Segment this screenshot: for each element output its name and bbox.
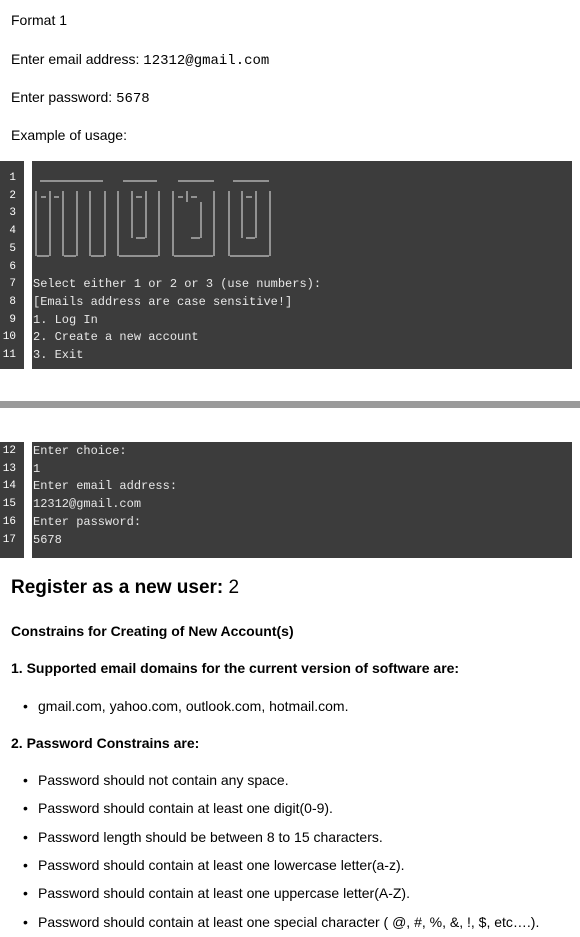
password-rule-text: Password length should be between 8 to 15 characters. xyxy=(38,829,383,845)
line-number: 5 xyxy=(9,242,16,255)
register-heading xyxy=(11,577,239,599)
code-line xyxy=(0,222,580,240)
line-number: 13 xyxy=(2,462,16,475)
password-rule-text: Password should not contain any space. xyxy=(38,772,289,788)
code-line xyxy=(0,513,580,531)
code-line xyxy=(0,460,580,478)
line-number: 10 xyxy=(2,331,16,344)
code-text: 2. Create a new account xyxy=(33,330,199,345)
code-line xyxy=(0,531,580,549)
code-line xyxy=(0,311,580,329)
code-line xyxy=(0,346,580,364)
code-text: Enter email address: xyxy=(33,479,178,494)
password-rule-text: Password should contain at least one digit(0-9). xyxy=(38,800,333,816)
constraints-heading: Constrains for Creating of New Account(s) xyxy=(11,623,294,639)
code-line xyxy=(0,204,580,222)
line-number: 7 xyxy=(9,278,16,291)
code-block-menu xyxy=(0,161,580,369)
code-text: 12312@gmail.com xyxy=(33,497,142,512)
line-number: 14 xyxy=(2,480,16,493)
code-text: Select either 1 or 2 or 3 (use numbers): xyxy=(33,277,322,292)
password-heading: 2. Password Constrains are: xyxy=(11,735,200,751)
line-number: 8 xyxy=(9,295,16,308)
line-number: 3 xyxy=(9,207,16,220)
line-number: 6 xyxy=(9,260,16,273)
code-text: 3. Exit xyxy=(33,348,84,362)
code-line xyxy=(0,169,580,187)
line-number: 15 xyxy=(2,498,16,511)
code-text: 1 xyxy=(33,461,41,476)
password-line xyxy=(11,89,150,107)
password-label: Enter password: xyxy=(11,89,117,105)
example-label: Example of usage: xyxy=(11,127,127,143)
email-line xyxy=(11,51,269,69)
password-rule-text: Password should contain at least one special character ( @, #, %, &, !, $, etc….). xyxy=(38,914,540,930)
line-number: 11 xyxy=(2,349,16,361)
line-number: 17 xyxy=(2,533,16,546)
line-number: 2 xyxy=(9,189,16,202)
code-line xyxy=(0,293,580,311)
register-title: Register as a new user: xyxy=(11,577,229,598)
code-line xyxy=(0,495,580,513)
code-block-session xyxy=(0,442,580,558)
code-text: [Emails address are case sensitive!] xyxy=(33,294,293,309)
line-number: 12 xyxy=(2,445,16,457)
line-number: 4 xyxy=(9,225,16,238)
code-line xyxy=(0,240,580,258)
register-number: 2 xyxy=(228,577,240,598)
email-value: 12312@gmail.com xyxy=(143,53,270,69)
domains-text: gmail.com, yahoo.com, outlook.com, hotmail.com. xyxy=(38,698,349,714)
email-label: Enter email address: xyxy=(11,51,144,67)
password-value: 5678 xyxy=(116,91,150,107)
line-number: 1 xyxy=(9,172,16,184)
line-number: 9 xyxy=(9,313,16,326)
code-line xyxy=(0,187,580,205)
code-text: 5678 xyxy=(33,532,62,547)
code-text: Enter password: xyxy=(33,514,142,529)
password-rule-text: Password should contain at least one uppercase letter(A-Z). xyxy=(38,885,410,901)
code-line xyxy=(0,275,580,293)
domains-heading: 1. Supported email domains for the current version of software are: xyxy=(11,660,460,676)
line-number: 16 xyxy=(2,515,16,528)
code-text: Enter choice: xyxy=(33,444,127,458)
code-text: 1. Log In xyxy=(33,312,98,327)
code-line xyxy=(0,477,580,495)
code-line xyxy=(0,328,580,346)
format-label: Format 1 xyxy=(11,12,68,28)
code-line xyxy=(0,442,580,460)
password-rule-text: Password should contain at least one lowercase letter(a-z). xyxy=(38,857,405,873)
horizontal-divider xyxy=(0,401,580,408)
code-line xyxy=(0,258,580,276)
